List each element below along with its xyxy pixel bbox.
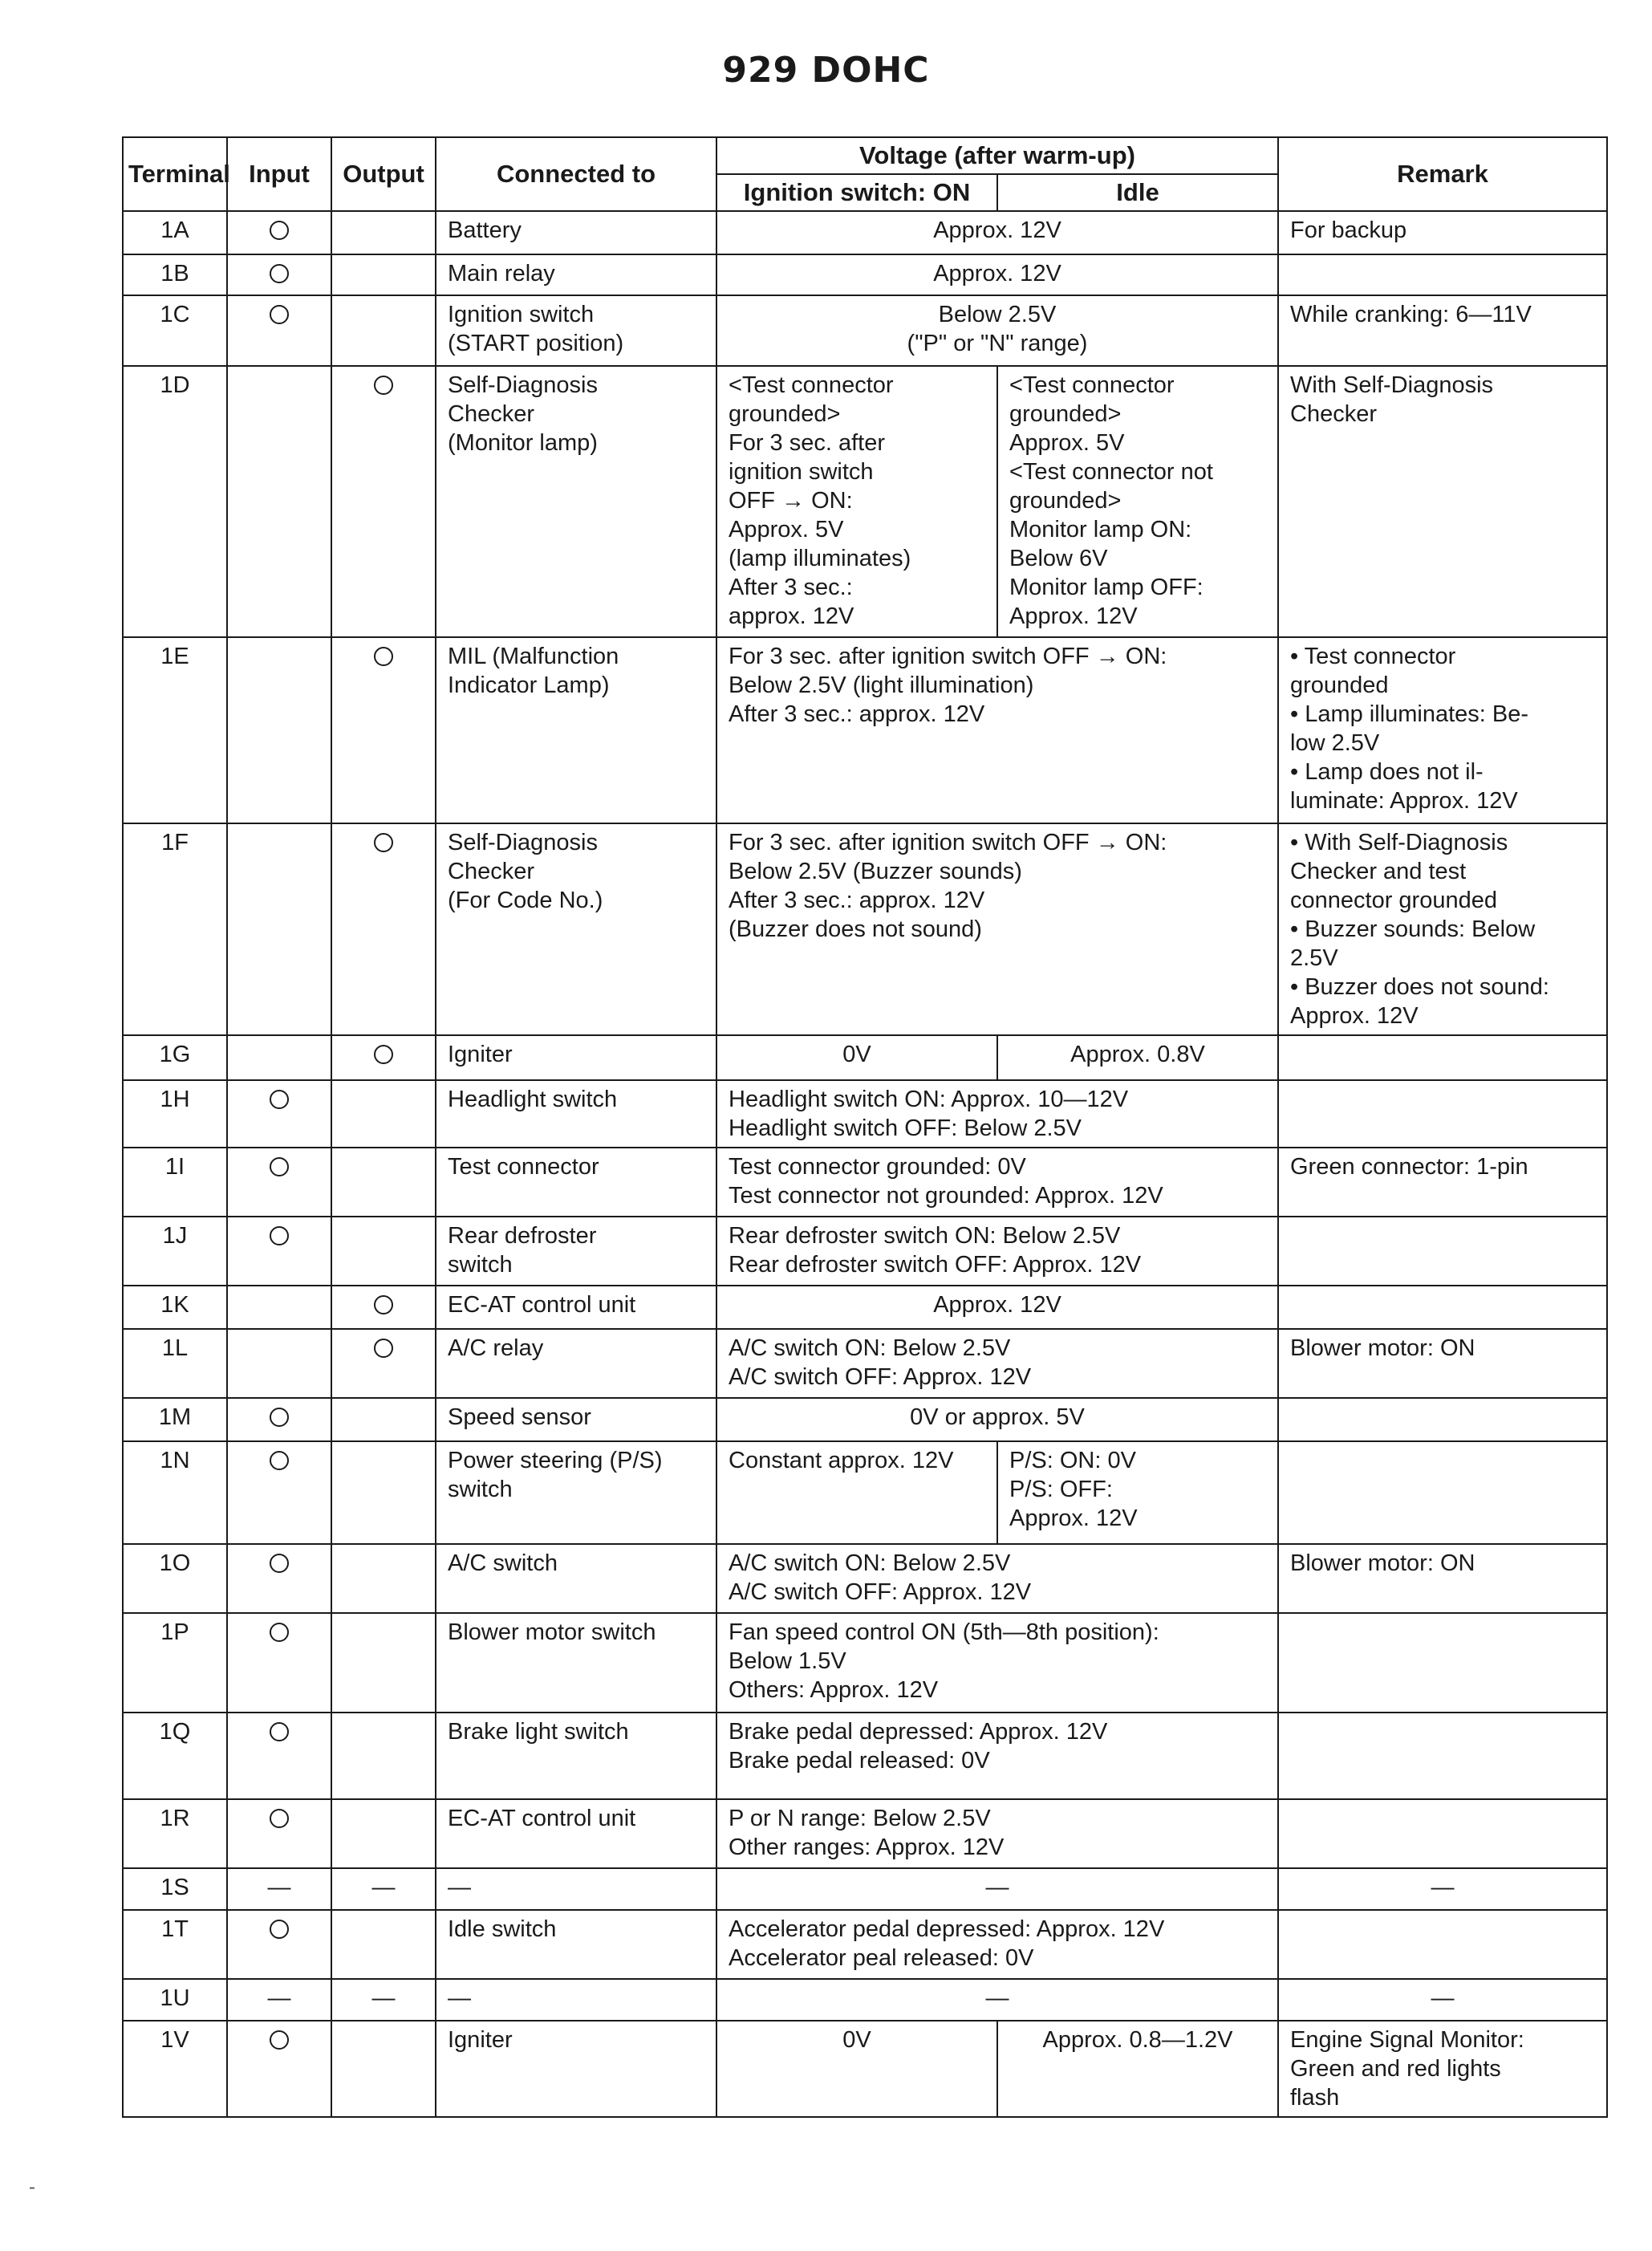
header-remark: Remark	[1278, 137, 1607, 211]
circle-mark-icon	[270, 1722, 289, 1741]
input-cell	[227, 1713, 331, 1799]
table-row	[123, 1217, 1607, 1286]
input-cell	[227, 1441, 331, 1544]
remark-cell	[1278, 1080, 1607, 1148]
output-cell	[331, 1217, 436, 1286]
input-cell	[227, 295, 331, 366]
terminal-cell: 1L	[123, 1329, 227, 1398]
output-cell	[331, 2021, 436, 2117]
output-cell	[331, 366, 436, 637]
input-cell	[227, 1286, 331, 1329]
table-row	[123, 1799, 1607, 1868]
output-cell	[331, 1286, 436, 1329]
voltage-cell: Fan speed control ON (5th—8th position): Below 1.5V Others: Approx. 12V	[716, 1613, 1278, 1713]
connected-to-cell: Speed sensor	[436, 1398, 716, 1441]
terminal-cell: 1I	[123, 1148, 227, 1217]
table-row	[123, 823, 1607, 1035]
input-cell	[227, 1148, 331, 1217]
dash-mark: —	[267, 1875, 291, 1900]
output-cell	[331, 1080, 436, 1148]
output-cell	[331, 1979, 436, 2021]
terminal-cell: 1N	[123, 1441, 227, 1544]
table-row	[123, 1398, 1607, 1441]
voltage-cell: Approx. 12V	[716, 1286, 1278, 1329]
connected-to-cell: Power steering (P/S) switch	[436, 1441, 716, 1544]
circle-mark-icon	[270, 1226, 289, 1245]
output-cell	[331, 1544, 436, 1613]
terminal-cell: 1O	[123, 1544, 227, 1613]
input-cell	[227, 2021, 331, 2117]
circle-mark-icon	[270, 1554, 289, 1573]
table-row	[123, 1148, 1607, 1217]
table-row	[123, 1035, 1607, 1080]
voltage-cell: 0V or approx. 5V	[716, 1398, 1278, 1441]
output-cell	[331, 1398, 436, 1441]
remark-cell: With Self-Diagnosis Checker	[1278, 366, 1607, 637]
connected-to-cell: —	[436, 1868, 716, 1910]
input-cell	[227, 823, 331, 1035]
header-connected-to: Connected to	[436, 137, 716, 211]
terminal-cell: 1E	[123, 637, 227, 823]
input-cell	[227, 1080, 331, 1148]
voltage-cell: Test connector grounded: 0V Test connector not grounded: Approx. 12V	[716, 1148, 1278, 1217]
connected-to-cell: —	[436, 1979, 716, 2021]
table-row	[123, 1441, 1607, 1544]
connected-to-cell: Ignition switch (START position)	[436, 295, 716, 366]
terminal-cell: 1B	[123, 254, 227, 295]
remark-cell: —	[1278, 1868, 1607, 1910]
circle-mark-icon	[270, 1090, 289, 1109]
table-row	[123, 1868, 1607, 1910]
remark-cell	[1278, 1713, 1607, 1799]
remark-cell: Blower motor: ON	[1278, 1544, 1607, 1613]
output-cell	[331, 1035, 436, 1080]
input-cell	[227, 1544, 331, 1613]
circle-mark-icon	[374, 647, 393, 666]
output-cell	[331, 254, 436, 295]
remark-cell	[1278, 254, 1607, 295]
circle-mark-icon	[374, 1045, 393, 1064]
voltage-idle-cell: P/S: ON: 0V P/S: OFF: Approx. 12V	[997, 1441, 1278, 1544]
voltage-ignition-on-cell: Constant approx. 12V	[716, 1441, 997, 1544]
voltage-ignition-on-cell: 0V	[716, 2021, 997, 2117]
connected-to-cell: Igniter	[436, 2021, 716, 2117]
output-cell	[331, 1868, 436, 1910]
voltage-idle-cell: Approx. 0.8V	[997, 1035, 1278, 1080]
table-row	[123, 1544, 1607, 1613]
terminal-cell: 1J	[123, 1217, 227, 1286]
output-cell	[331, 1148, 436, 1217]
remark-cell	[1278, 1441, 1607, 1544]
terminal-cell: 1G	[123, 1035, 227, 1080]
terminal-cell: 1Q	[123, 1713, 227, 1799]
output-cell	[331, 1713, 436, 1799]
connected-to-cell: Igniter	[436, 1035, 716, 1080]
table-row	[123, 254, 1607, 295]
circle-mark-icon	[374, 833, 393, 852]
circle-mark-icon	[270, 1623, 289, 1642]
input-cell	[227, 1979, 331, 2021]
terminal-cell: 1S	[123, 1868, 227, 1910]
dash-mark: —	[267, 1985, 291, 2011]
voltage-cell: Rear defroster switch ON: Below 2.5V Rear defroster switch OFF: Approx. 12V	[716, 1217, 1278, 1286]
table-row	[123, 1080, 1607, 1148]
circle-mark-icon	[270, 1157, 289, 1176]
header-output: Output	[331, 137, 436, 211]
connected-to-cell: Self-Diagnosis Checker (For Code No.)	[436, 823, 716, 1035]
input-cell	[227, 1398, 331, 1441]
table-row	[123, 1329, 1607, 1398]
remark-cell: While cranking: 6—11V	[1278, 295, 1607, 366]
output-cell	[331, 295, 436, 366]
input-cell	[227, 366, 331, 637]
voltage-ignition-on-cell: 0V	[716, 1035, 997, 1080]
connected-to-cell: Test connector	[436, 1148, 716, 1217]
connected-to-cell: MIL (Malfunction Indicator Lamp)	[436, 637, 716, 823]
input-cell	[227, 1329, 331, 1398]
input-cell	[227, 211, 331, 254]
table-row	[123, 1910, 1607, 1979]
remark-cell: Green connector: 1-pin	[1278, 1148, 1607, 1217]
voltage-cell: Brake pedal depressed: Approx. 12V Brake pedal released: 0V	[716, 1713, 1278, 1799]
remark-cell	[1278, 1035, 1607, 1080]
input-cell	[227, 1910, 331, 1979]
connected-to-cell: Rear defroster switch	[436, 1217, 716, 1286]
page-title: 929 DOHC	[722, 50, 930, 91]
terminal-cell: 1M	[123, 1398, 227, 1441]
header-voltage: Voltage (after warm-up)	[716, 137, 1278, 174]
terminal-cell: 1T	[123, 1910, 227, 1979]
table-row	[123, 1613, 1607, 1713]
output-cell	[331, 1910, 436, 1979]
table-row	[123, 211, 1607, 254]
terminal-cell: 1V	[123, 2021, 227, 2117]
connected-to-cell: Main relay	[436, 254, 716, 295]
remark-cell: • Test connector grounded • Lamp illuminates: Be- low 2.5V • Lamp does not il- luminate: Approx. 12V	[1278, 637, 1607, 823]
remark-cell	[1278, 1910, 1607, 1979]
table-body	[123, 211, 1607, 2117]
circle-mark-icon	[270, 1451, 289, 1470]
output-cell	[331, 1329, 436, 1398]
page-margin-mark: -	[29, 2176, 35, 2198]
voltage-idle-cell: Approx. 0.8—1.2V	[997, 2021, 1278, 2117]
circle-mark-icon	[270, 1920, 289, 1939]
input-cell	[227, 637, 331, 823]
terminal-voltage-table	[122, 136, 1608, 2118]
terminal-cell: 1C	[123, 295, 227, 366]
voltage-cell: Below 2.5V ("P" or "N" range)	[716, 295, 1278, 366]
circle-mark-icon	[270, 221, 289, 240]
header-input: Input	[227, 137, 331, 211]
connected-to-cell: EC-AT control unit	[436, 1799, 716, 1868]
connected-to-cell: Brake light switch	[436, 1713, 716, 1799]
voltage-cell: For 3 sec. after ignition switch OFF → ON: Below 2.5V (Buzzer sounds) After 3 sec.: approx. 12V (Buzzer does not sound)	[716, 823, 1278, 1035]
connected-to-cell: Headlight switch	[436, 1080, 716, 1148]
voltage-cell: A/C switch ON: Below 2.5V A/C switch OFF: Approx. 12V	[716, 1329, 1278, 1398]
voltage-cell: Headlight switch ON: Approx. 10—12V Headlight switch OFF: Below 2.5V	[716, 1080, 1278, 1148]
terminal-cell: 1P	[123, 1613, 227, 1713]
circle-mark-icon	[270, 2030, 289, 2050]
input-cell	[227, 1613, 331, 1713]
circle-mark-icon	[374, 1295, 393, 1314]
remark-cell: • With Self-Diagnosis Checker and test connector grounded • Buzzer sounds: Below 2.5V • Buzzer does not sound: Approx. 12V	[1278, 823, 1607, 1035]
voltage-cell: Accelerator pedal depressed: Approx. 12V Accelerator peal released: 0V	[716, 1910, 1278, 1979]
table-row	[123, 366, 1607, 637]
remark-cell	[1278, 1799, 1607, 1868]
remark-cell	[1278, 1217, 1607, 1286]
terminal-cell: 1K	[123, 1286, 227, 1329]
table-row	[123, 295, 1607, 366]
output-cell	[331, 1441, 436, 1544]
terminal-cell: 1U	[123, 1979, 227, 2021]
terminal-cell: 1R	[123, 1799, 227, 1868]
voltage-cell: A/C switch ON: Below 2.5V A/C switch OFF: Approx. 12V	[716, 1544, 1278, 1613]
connected-to-cell: Blower motor switch	[436, 1613, 716, 1713]
voltage-cell: —	[716, 1979, 1278, 2021]
remark-cell	[1278, 1286, 1607, 1329]
connected-to-cell: A/C switch	[436, 1544, 716, 1613]
table-row	[123, 1286, 1607, 1329]
table-row	[123, 1713, 1607, 1799]
voltage-cell: —	[716, 1868, 1278, 1910]
circle-mark-icon	[374, 1339, 393, 1358]
remark-cell: Engine Signal Monitor: Green and red lights flash	[1278, 2021, 1607, 2117]
remark-cell: Blower motor: ON	[1278, 1329, 1607, 1398]
output-cell	[331, 1799, 436, 1868]
connected-to-cell: Idle switch	[436, 1910, 716, 1979]
dash-mark: —	[371, 1875, 396, 1900]
header-idle: Idle	[997, 174, 1278, 211]
terminal-cell: 1A	[123, 211, 227, 254]
connected-to-cell: Battery	[436, 211, 716, 254]
circle-mark-icon	[270, 305, 289, 324]
remark-cell: For backup	[1278, 211, 1607, 254]
table-row	[123, 2021, 1607, 2117]
input-cell	[227, 1868, 331, 1910]
table-row	[123, 1979, 1607, 2021]
circle-mark-icon	[270, 1408, 289, 1427]
connected-to-cell: EC-AT control unit	[436, 1286, 716, 1329]
header-ignition-on: Ignition switch: ON	[716, 174, 997, 211]
connected-to-cell: Self-Diagnosis Checker (Monitor lamp)	[436, 366, 716, 637]
dash-mark: —	[371, 1985, 396, 2011]
remark-cell: —	[1278, 1979, 1607, 2021]
voltage-cell: P or N range: Below 2.5V Other ranges: Approx. 12V	[716, 1799, 1278, 1868]
terminal-cell: 1F	[123, 823, 227, 1035]
remark-cell	[1278, 1613, 1607, 1713]
output-cell	[331, 1613, 436, 1713]
header-terminal: Terminal	[123, 137, 227, 211]
circle-mark-icon	[374, 376, 393, 395]
input-cell	[227, 1035, 331, 1080]
remark-cell	[1278, 1398, 1607, 1441]
voltage-idle-cell: <Test connector grounded> Approx. 5V <Test connector not grounded> Monitor lamp ON: Below 6V Monitor lamp OFF: Approx. 12V	[997, 366, 1278, 637]
circle-mark-icon	[270, 264, 289, 283]
connected-to-cell: A/C relay	[436, 1329, 716, 1398]
input-cell	[227, 1799, 331, 1868]
output-cell	[331, 637, 436, 823]
voltage-ignition-on-cell: <Test connector grounded> For 3 sec. after ignition switch OFF → ON: Approx. 5V (lamp illuminates) After 3 sec.: approx. 12V	[716, 366, 997, 637]
output-cell	[331, 211, 436, 254]
voltage-cell: Approx. 12V	[716, 254, 1278, 295]
voltage-cell: For 3 sec. after ignition switch OFF → ON: Below 2.5V (light illumination) After 3 sec.: approx. 12V	[716, 637, 1278, 823]
output-cell	[331, 823, 436, 1035]
table-row	[123, 637, 1607, 823]
input-cell	[227, 254, 331, 295]
terminal-cell: 1D	[123, 366, 227, 637]
terminal-cell: 1H	[123, 1080, 227, 1148]
circle-mark-icon	[270, 1809, 289, 1828]
voltage-cell: Approx. 12V	[716, 211, 1278, 254]
input-cell	[227, 1217, 331, 1286]
